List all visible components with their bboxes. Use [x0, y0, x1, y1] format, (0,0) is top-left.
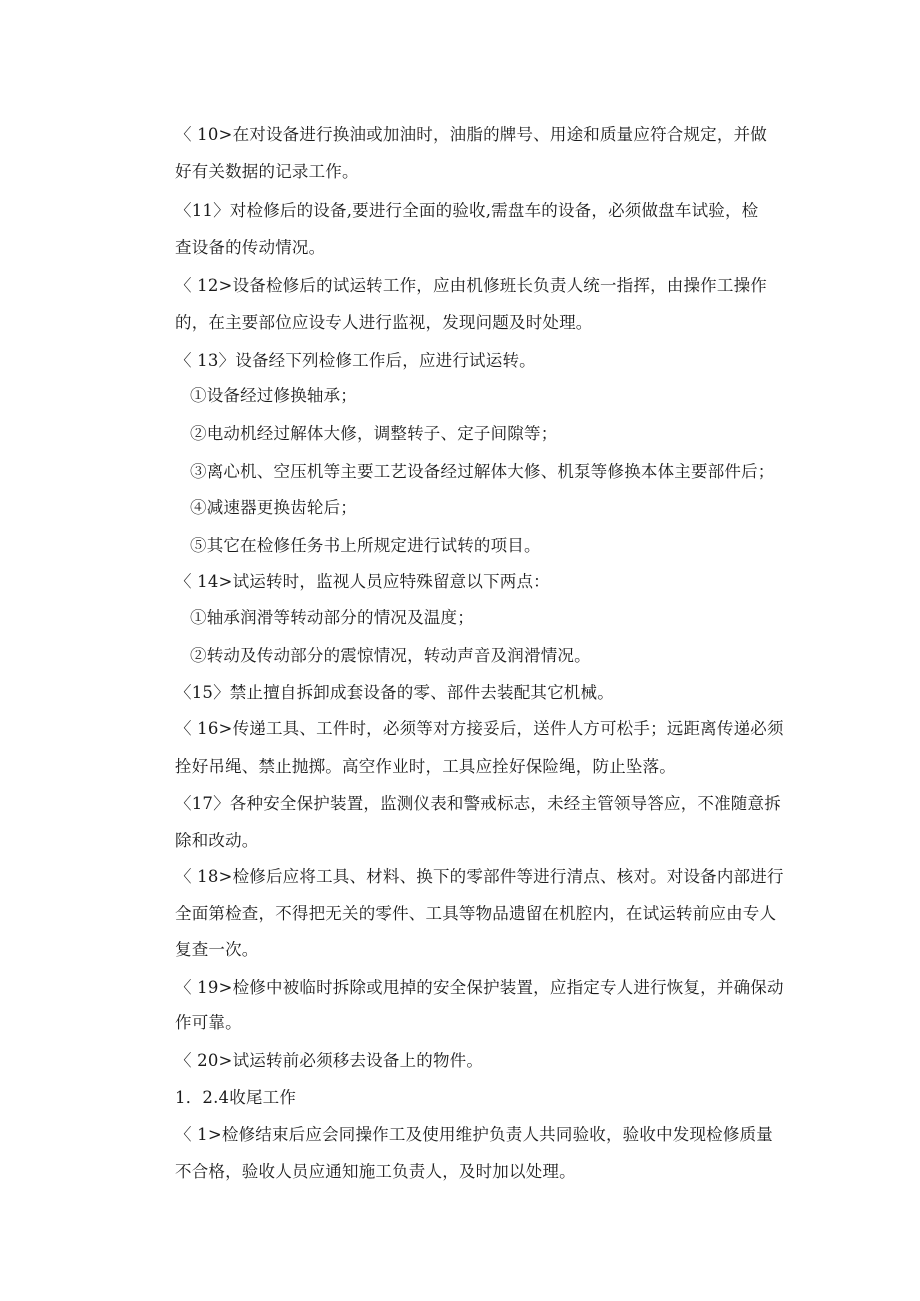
para-11-line-1: 〈11〉对检修后的设备,要进行全面的验收,需盘车的设备，必须做盘车试验，检	[175, 201, 759, 220]
list-item-13-5: ⑤其它在检修任务书上所规定进行试转的项目。	[190, 536, 541, 555]
para-12-line-2: 的，在主要部位应设专人进行监视，发现问题及时处理。	[175, 313, 593, 332]
para-17-line-1: 〈17〉各种安全保护装置，监测仪表和警戒标志，未经主管领导答应，不准随意拆	[175, 794, 781, 813]
para-12-line-1: 〈 12>设备检修后的试运转工作，应由机修班长负责人统一指挥，由操作工操作	[175, 276, 767, 295]
para-19-line-2: 作可靠。	[175, 1013, 242, 1032]
para-13-heading: 〈 13〉设备经下列检修工作后，应进行试运转。	[175, 351, 536, 370]
para-10-line-2: 好有关数据的记录工作。	[175, 162, 359, 181]
list-item-13-3: ③离心机、空压机等主要工艺设备经过解体大修、机泵等修换本体主要部件后；	[190, 462, 775, 481]
para-16-line-1: 〈 16>传递工具、工件时，必须等对方接妥后，送件人方可松手；远距离传递必须	[175, 719, 784, 738]
section-heading-1-2-4: 1．2.4收尾工作	[175, 1088, 297, 1107]
para-14-heading: 〈 14>试运转时，监视人员应特殊留意以下两点：	[175, 572, 550, 591]
para-20: 〈 20>试运转前必须移去设备上的物件。	[175, 1051, 484, 1070]
para-18-line-2: 全面第检查，不得把无关的零件、工具等物品遗留在机腔内，在试运转前应由专人	[175, 904, 777, 923]
para-18-line-1: 〈 18>检修后应将工具、材料、换下的零部件等进行清点、核对。对设备内部进行	[175, 867, 784, 886]
para-15: 〈15〉禁止擅自拆卸成套设备的零、部件去装配其它机械。	[175, 683, 614, 702]
list-item-14-2: ②转动及传动部分的震惊情况，转动声音及润滑情况。	[190, 646, 591, 665]
list-item-14-1: ①轴承润滑等转动部分的情况及温度；	[190, 608, 474, 627]
para-17-line-2: 除和改动。	[175, 831, 259, 850]
para-16-line-2: 拴好吊绳、禁止抛掷。高空作业时，工具应拴好保险绳，防止坠落。	[175, 757, 676, 776]
para-10-line-1: 〈 10>在对设备进行换油或加油时，油脂的牌号、用途和质量应符合规定，并做	[175, 125, 767, 144]
para-19-line-1: 〈 19>检修中被临时拆除或甩掉的安全保护装置，应指定专人进行恢复，并确保动	[175, 978, 784, 997]
para-1-line-1: 〈 1>检修结束后应会同操作工及使用维护负责人共同验收，验收中发现检修质量	[175, 1125, 773, 1144]
para-11-line-2: 查设备的传动情况。	[175, 238, 326, 257]
para-1-line-2: 不合格，验收人员应通知施工负责人，及时加以处理。	[175, 1162, 576, 1181]
list-item-13-4: ④减速器更换齿轮后；	[190, 498, 357, 517]
para-18-line-3: 复查一次。	[175, 940, 259, 959]
list-item-13-2: ②电动机经过解体大修，调整转子、定子间隙等；	[190, 424, 558, 443]
list-item-13-1: ①设备经过修换轴承；	[190, 386, 357, 405]
